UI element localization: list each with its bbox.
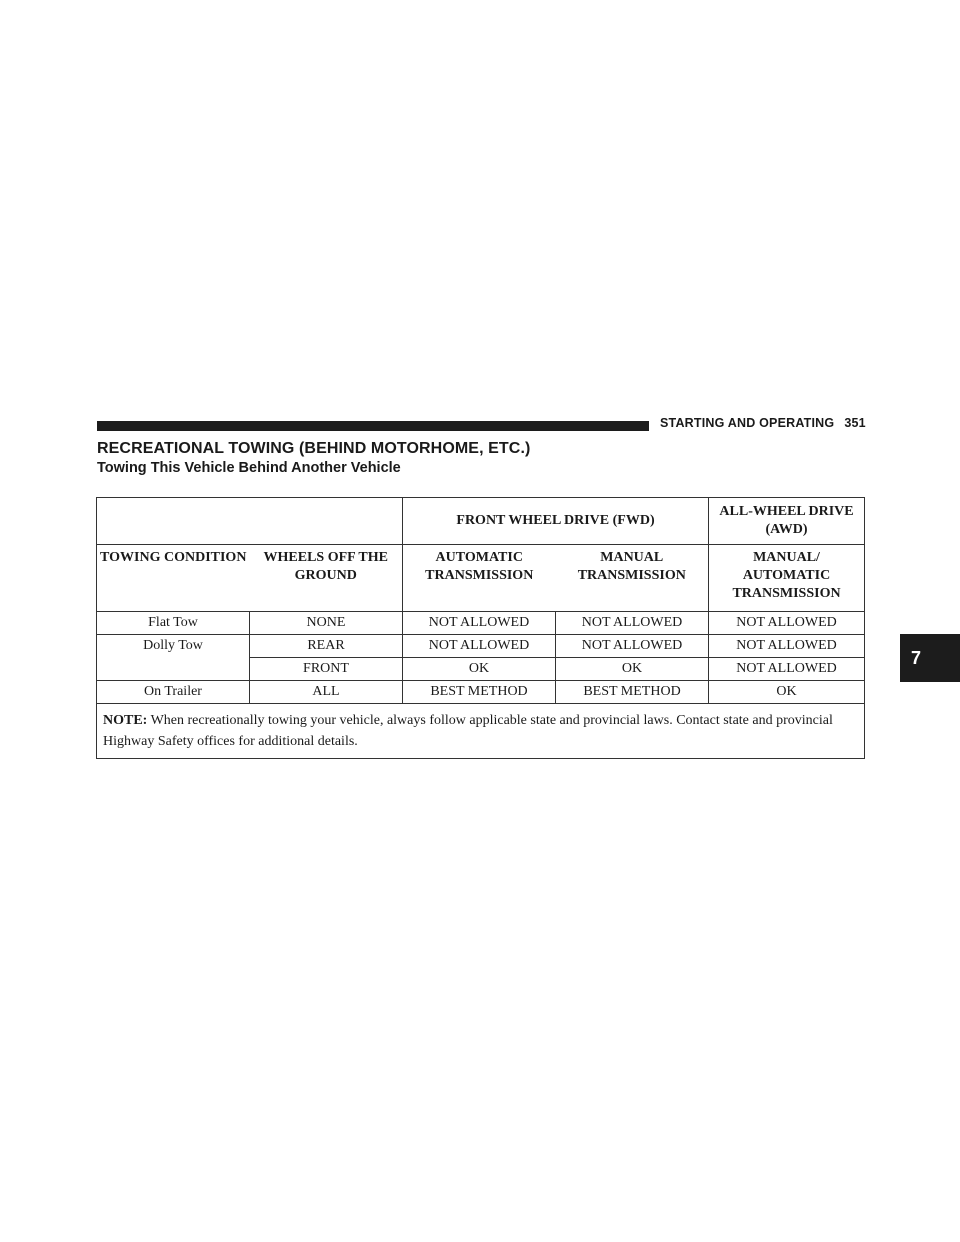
table-row	[97, 612, 865, 635]
cell-awd: OK	[709, 681, 865, 704]
cell-awd: NOT ALLOWED	[709, 612, 865, 635]
col-header-awd-manual-automatic: MANUAL/ AUTOMATIC TRANSMISSION	[709, 545, 865, 612]
col-header-wheels-off: WHEELS OFF THE GROUND	[263, 550, 388, 583]
page-number: 351	[844, 416, 866, 430]
cell-fwd-auto: BEST METHOD	[403, 681, 556, 704]
cell-wheels: REAR	[250, 635, 403, 658]
cell-condition: Dolly Tow	[143, 638, 203, 653]
col-header-towing-condition: TOWING CONDITION	[100, 550, 247, 565]
note-text: When recreationally towing your vehicle, always follow applicable state and provincial laws. Contact state and provincial Highway Safety offices for additional details.	[103, 713, 833, 749]
towing-table	[96, 497, 865, 759]
chapter-number: 7	[911, 647, 922, 668]
cell-fwd-manual: NOT ALLOWED	[556, 612, 709, 635]
cell-fwd-manual: OK	[556, 658, 709, 681]
cell-fwd-auto: NOT ALLOWED	[403, 612, 556, 635]
cell-fwd-manual: NOT ALLOWED	[556, 635, 709, 658]
section-name: STARTING AND OPERATING	[660, 416, 835, 430]
cell-wheels: NONE	[250, 612, 403, 635]
cell-wheels: ALL	[250, 681, 403, 704]
table-row	[97, 635, 865, 658]
cell-wheels: FRONT	[250, 658, 403, 681]
cell-awd: NOT ALLOWED	[709, 635, 865, 658]
cell-fwd-auto: NOT ALLOWED	[403, 635, 556, 658]
cell-fwd-manual: BEST METHOD	[556, 681, 709, 704]
running-header	[660, 416, 864, 430]
table-row	[97, 681, 865, 704]
cell-awd: NOT ALLOWED	[709, 658, 865, 681]
table-note	[97, 704, 865, 759]
note-label: NOTE:	[103, 713, 148, 728]
cell-fwd-auto: OK	[403, 658, 556, 681]
table-empty-corner	[97, 498, 403, 545]
col-header-fwd-automatic: AUTOMATIC TRANSMISSION	[403, 545, 556, 612]
group-header-fwd: FRONT WHEEL DRIVE (FWD)	[403, 498, 709, 545]
table-column-header-row	[97, 545, 865, 612]
col-header-fwd-manual: MANUAL TRANSMISSION	[577, 550, 686, 583]
group-header-awd: ALL-WHEEL DRIVE (AWD)	[709, 498, 865, 545]
table-note-row	[97, 704, 865, 759]
header-rule	[97, 421, 649, 431]
subsection-title: Towing This Vehicle Behind Another Vehicle	[97, 460, 401, 476]
table-group-header-row	[97, 498, 865, 545]
chapter-tab	[900, 634, 960, 682]
section-title: RECREATIONAL TOWING (BEHIND MOTORHOME, ETC.)	[97, 440, 531, 457]
cell-condition: On Trailer	[144, 684, 202, 699]
cell-condition: Flat Tow	[148, 615, 198, 630]
